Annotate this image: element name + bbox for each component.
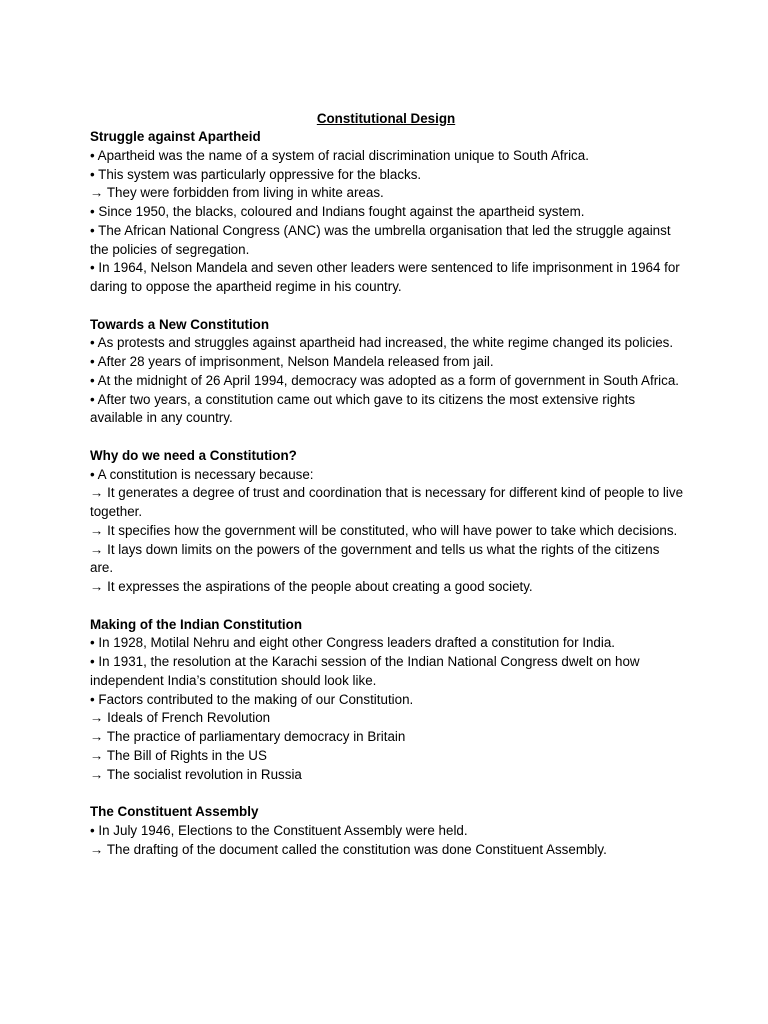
document-title: Constitutional Design bbox=[316, 111, 456, 126]
section-struggle-against-apartheid bbox=[90, 128, 685, 297]
section-heading: Why do we need a Constitution? bbox=[90, 447, 297, 463]
section-heading: Towards a New Constitution bbox=[90, 316, 270, 332]
arrow-line: → The drafting of the document called the constitution was done Constituent Assembly. bbox=[90, 841, 607, 857]
bullet-line: • After 28 years of imprisonment, Nelson Mandela released from jail. bbox=[90, 354, 494, 369]
arrow-line: → Ideals of French Revolution bbox=[90, 710, 271, 726]
section-heading: Struggle against Apartheid bbox=[90, 129, 261, 144]
bullet-line: • Since 1950, the blacks, coloured and Indians fought against the apartheid system. bbox=[90, 204, 585, 219]
bullet-line: • In 1964, Nelson Mandela and seven other leaders were sentenced to life imprisonment in 1964 for daring to oppose the apartheid regime in his country. bbox=[90, 260, 680, 294]
arrow-line: → It lays down limits on the powers of the government and tells us what the rights of the citizens are. bbox=[90, 541, 660, 576]
bullet-line: • As protests and struggles against apartheid had increased, the white regime changed its policies. bbox=[90, 335, 674, 351]
bullet-line: • After two years, a constitution came out which gave to its citizens the most extensive rights available in any country. bbox=[90, 391, 636, 426]
section-why-need-constitution bbox=[90, 447, 685, 597]
arrow-line: → They were forbidden from living in white areas. bbox=[90, 185, 384, 201]
bullet-line: • The African National Congress (ANC) was the umbrella organisation that led the struggle against the policies of segregation. bbox=[90, 222, 671, 257]
bullet-line: • This system was particularly oppressive for the blacks. bbox=[90, 166, 422, 182]
arrow-line: → It expresses the aspirations of the people about creating a good society. bbox=[90, 579, 533, 594]
arrow-line: → It generates a degree of trust and coordination that is necessary for different kind of people to live together. bbox=[90, 485, 684, 519]
arrow-line: → The socialist revolution in Russia bbox=[90, 766, 302, 782]
bullet-line: • In July 1946, Elections to the Constituent Assembly were held. bbox=[90, 822, 468, 838]
arrow-line: → The practice of parliamentary democracy in Britain bbox=[90, 729, 406, 744]
section-heading: Making of the Indian Constitution bbox=[90, 616, 302, 632]
arrow-line: → It specifies how the government will be constituted, who will have power to take which decisions. bbox=[90, 522, 678, 538]
section-heading: The Constituent Assembly bbox=[90, 804, 259, 819]
arrow-line: → The Bill of Rights in the US bbox=[90, 747, 267, 763]
bullet-line: • Factors contributed to the making of our Constitution. bbox=[90, 691, 414, 707]
bullet-line: • In 1928, Motilal Nehru and eight other Congress leaders drafted a constitution for India. bbox=[90, 635, 616, 651]
document-body bbox=[90, 128, 685, 878]
bullet-line: • At the midnight of 26 April 1994, democracy was adopted as a form of government in South Africa. bbox=[90, 372, 679, 388]
bullet-line: • In 1931, the resolution at the Karachi session of the Indian National Congress dwelt on how independent India’s constitution should look like. bbox=[90, 654, 640, 688]
bullet-line: • A constitution is necessary because: bbox=[90, 466, 314, 482]
section-making-indian-constitution bbox=[90, 616, 685, 785]
section-towards-new-constitution bbox=[90, 316, 685, 429]
bullet-line: • Apartheid was the name of a system of racial discrimination unique to South Africa. bbox=[90, 147, 589, 163]
section-constituent-assembly bbox=[90, 803, 685, 859]
